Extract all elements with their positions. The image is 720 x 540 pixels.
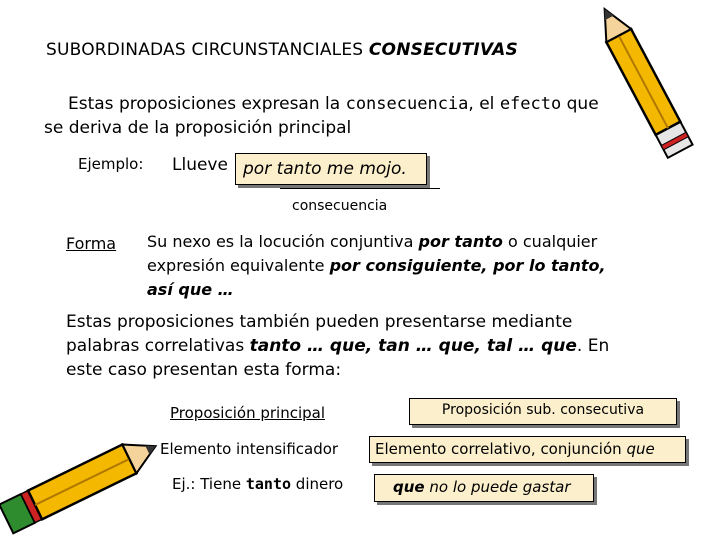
ej-que: que xyxy=(393,478,425,496)
example-sentence-principal xyxy=(172,475,343,493)
correlatives-text-3: . En xyxy=(576,336,610,356)
correlatives-text-2: palabras correlativas xyxy=(66,336,245,356)
example-sentence-subordinate-box xyxy=(374,474,594,502)
forma-text-2: o cualquier xyxy=(508,232,598,251)
correlative-que: que xyxy=(626,440,655,458)
correlative-text: Elemento correlativo, conjunción xyxy=(375,440,622,458)
forma-label: Forma xyxy=(66,234,117,253)
correlatives-line-3: este caso presentan esta forma: xyxy=(66,360,342,380)
forma-nexo-por-tanto: por tanto xyxy=(418,232,503,251)
ej-suffix: dinero xyxy=(295,475,344,493)
pencil-icon-top-right xyxy=(570,0,720,180)
intensifier-label: Elemento intensificador xyxy=(160,440,339,458)
intro-keyword-consecuencia: consecuencia xyxy=(345,94,469,114)
title-prefix: SUBORDINADAS CIRCUNSTANCIALES xyxy=(46,40,364,60)
intro-text-2: , el xyxy=(468,94,495,114)
forma-text-1: Su nexo es la locución conjuntiva xyxy=(147,232,414,251)
correlatives-line-2 xyxy=(66,334,609,358)
intro-keyword-efecto: efecto xyxy=(499,94,562,114)
intro-line-1 xyxy=(44,92,599,116)
forma-text-3: expresión equivalente xyxy=(147,256,325,275)
subordinate-clause-box: Proposición sub. consecutiva xyxy=(409,398,677,425)
page-title xyxy=(46,40,518,60)
consequence-pointer-line xyxy=(280,188,440,189)
pencil-icon-bottom-left xyxy=(0,425,160,540)
example-main-clause: Llueve xyxy=(172,155,228,175)
forma-description xyxy=(147,230,606,302)
correlatives-line-1: Estas proposiciones también pueden presentarse mediante xyxy=(66,312,573,332)
example-consequence-box: por tanto me mojo. xyxy=(235,153,427,185)
ej-que-rest: no lo puede gastar xyxy=(429,478,571,496)
intro-text-3: que xyxy=(566,94,599,114)
forma-asi-que: así que … xyxy=(147,280,234,299)
title-emphasis: CONSECUTIVAS xyxy=(368,40,518,60)
consequence-annotation: consecuencia xyxy=(292,198,388,214)
forma-line-3 xyxy=(147,278,606,302)
intro-paragraph xyxy=(44,92,599,140)
forma-line-2 xyxy=(147,254,606,278)
ej-tanto: tanto xyxy=(245,475,292,493)
intro-text-1: Estas proposiciones expresan la xyxy=(68,94,341,114)
forma-equivalents: por consiguiente, por lo tanto, xyxy=(329,256,606,275)
correlatives-examples: tanto … que, tan … que, tal … que xyxy=(249,336,577,356)
intro-line-2: se deriva de la proposición principal xyxy=(44,118,352,138)
correlatives-paragraph xyxy=(66,310,609,382)
forma-line-1 xyxy=(147,230,606,254)
ej-prefix: Ej.: Tiene xyxy=(172,475,242,493)
correlative-element-box xyxy=(369,436,686,463)
principal-clause-label: Proposición principal xyxy=(170,404,326,422)
example-label: Ejemplo: xyxy=(78,155,144,173)
